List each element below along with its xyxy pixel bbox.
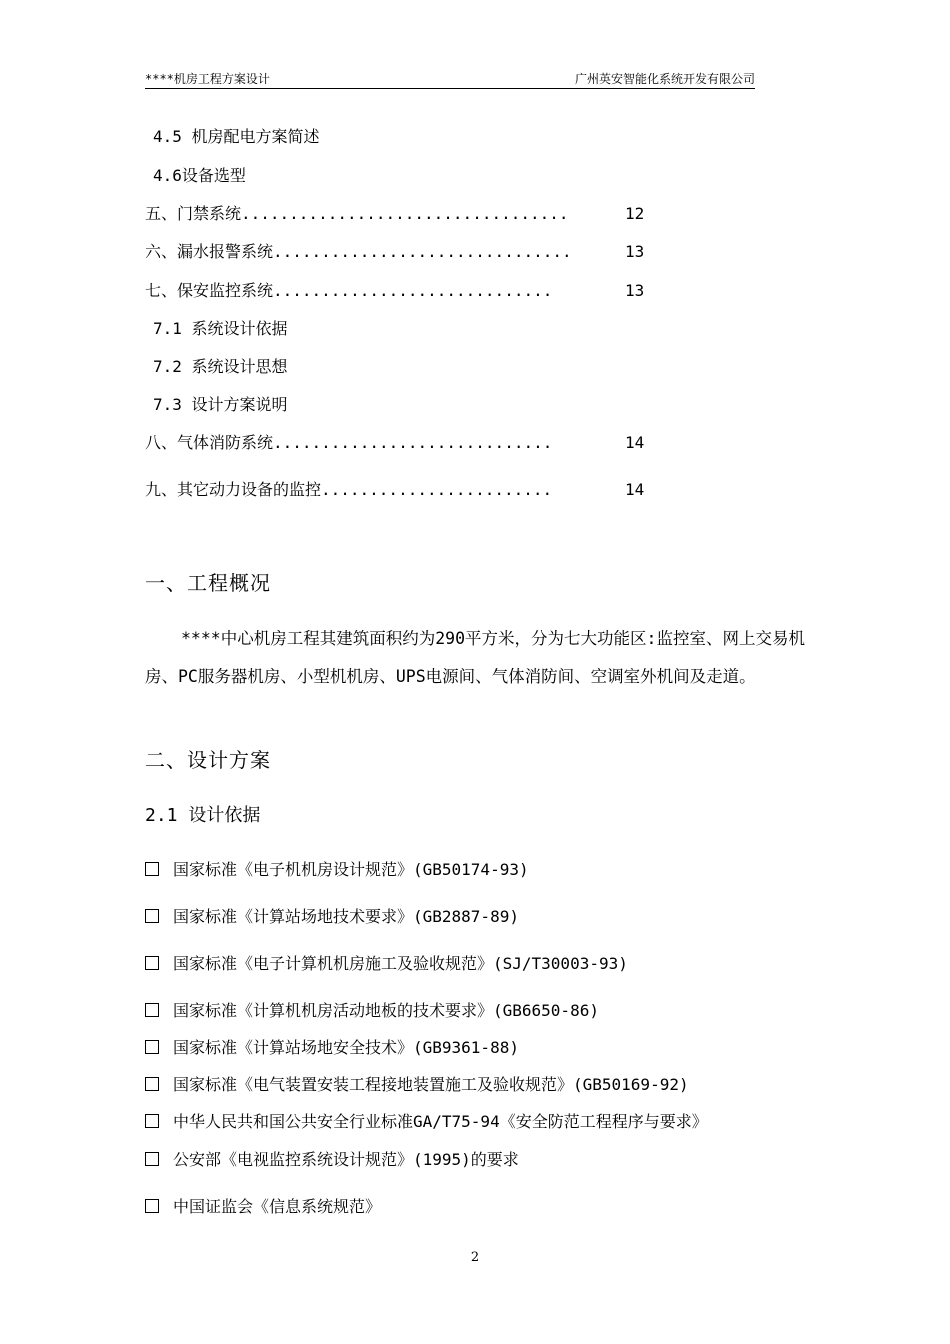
page-header — [145, 72, 755, 89]
toc-entry-section-6: 六、漏水报警系统............................... — [145, 242, 572, 261]
checkbox-icon — [145, 1077, 159, 1091]
toc-entry-7-2: 7.2 系统设计思想 — [153, 357, 288, 376]
checkbox-icon — [145, 1114, 159, 1128]
toc-page-section-9: 14 — [625, 480, 645, 499]
toc-entry-4-5: 4.5 机房配电方案简述 — [153, 127, 320, 146]
toc-entry-7-1: 7.1 系统设计依据 — [153, 319, 288, 338]
list-item: 国家标准《计算机机房活动地板的技术要求》(GB6650-86) — [145, 1000, 599, 1022]
list-item: 国家标准《计算站场地技术要求》(GB2887-89) — [145, 906, 519, 928]
page-number: 2 — [470, 1250, 480, 1265]
section-2-1-heading: 2.1 设计依据 — [145, 805, 261, 826]
section-1-paragraph-text: ****中心机房工程其建筑面积约为290平方米，分为七大功能区:监控室、网上交易机房、PC服务器机房、小型机机房、UPS电源间、气体消防间、空调室外机间及走道。 — [145, 629, 805, 686]
toc-entry-4-6: 4.6设备选型 — [153, 166, 246, 185]
toc-page-section-6: 13 — [625, 242, 645, 261]
toc-entry-section-5: 五、门禁系统.................................. — [145, 204, 569, 223]
toc-page-section-5: 12 — [625, 204, 645, 223]
checkbox-icon — [145, 1040, 159, 1054]
section-1-heading: 一、工程概况 — [145, 571, 271, 595]
list-item: 国家标准《电子计算机机房施工及验收规范》(SJ/T30003-93) — [145, 953, 628, 975]
toc-page-section-7: 13 — [625, 281, 645, 300]
list-item: 国家标准《计算站场地安全技术》(GB9361-88) — [145, 1037, 519, 1059]
list-item: 中国证监会《信息系统规范》 — [145, 1196, 381, 1218]
list-item: 国家标准《电子机机房设计规范》(GB50174-93) — [145, 859, 529, 881]
list-item: 公安部《电视监控系统设计规范》(1995)的要求 — [145, 1149, 519, 1171]
toc-entry-section-8: 八、气体消防系统............................. — [145, 433, 553, 452]
header-document-title: ****机房工程方案设计 — [145, 72, 270, 86]
toc-page-section-8: 14 — [625, 433, 645, 452]
section-1-paragraph — [145, 620, 810, 696]
list-item: 中华人民共和国公共安全行业标准GA/T75-94《安全防范工程程序与要求》 — [145, 1111, 708, 1133]
toc-entry-7-3: 7.3 设计方案说明 — [153, 395, 288, 414]
section-2-heading: 二、设计方案 — [145, 748, 271, 772]
checkbox-icon — [145, 1003, 159, 1017]
header-company-name: 广州英安智能化系统开发有限公司 — [574, 72, 755, 86]
list-item: 国家标准《电气装置安装工程接地装置施工及验收规范》(GB50169-92) — [145, 1074, 689, 1096]
checkbox-icon — [145, 1152, 159, 1166]
toc-entry-section-9: 九、其它动力设备的监控........................ — [145, 480, 553, 499]
checkbox-icon — [145, 862, 159, 876]
toc-entry-section-7: 七、保安监控系统............................. — [145, 281, 553, 300]
checkbox-icon — [145, 909, 159, 923]
checkbox-icon — [145, 956, 159, 970]
checkbox-icon — [145, 1199, 159, 1213]
